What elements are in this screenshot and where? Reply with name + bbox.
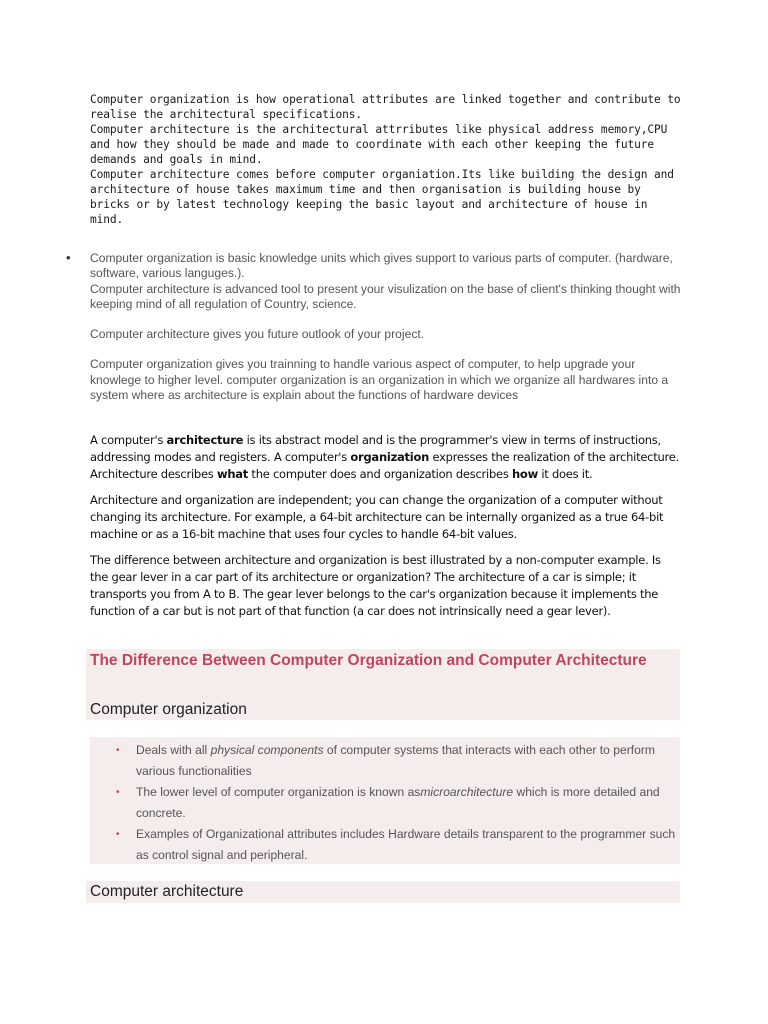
explanation-section: [90, 432, 682, 629]
answer-paragraph-2: Computer architecture is advanced tool to present your visulization on the base of client's thinking thought with keeping mind of all regulation of Country, science.: [90, 281, 681, 311]
answer-bullet: •: [66, 250, 71, 265]
how-term: how: [511, 467, 538, 481]
answer-paragraph-1: Computer organization is basic knowledge units which gives support to various parts of computer. (hardware, software, various languges.).: [90, 251, 673, 281]
intro-paragraph-3: Computer architecture comes before computer organiation.Its like building the design and architecture of house takes maximum time and then organisation is building house by bricks or by latest technology keeping the basic layout and architecture of house in mind.: [90, 168, 674, 226]
organization-list: [90, 737, 680, 866]
architecture-title-box: [86, 881, 680, 903]
list-item: • Examples of Organizational attributes includes Hardware details transparent to the programmer such as control signal and peripheral.: [116, 827, 676, 862]
explain-paragraph-2: Architecture and organization are independent; you can change the organization of a computer without changing its architecture. For example, a 64-bit architecture can be internally organized as a true 64-bit machine or as a 16-bit machine that uses four cycles to handle 64-bit values.: [90, 493, 664, 541]
difference-header-box: [86, 649, 680, 720]
answer-paragraph-3: Computer architecture gives you future outlook of your project.: [90, 327, 425, 342]
architecture-term: architecture: [166, 433, 244, 447]
what-term: what: [216, 467, 249, 481]
answer-paragraph-4: Computer organization gives you trainning to handle various aspect of computer, to help upgrade your knowlege to higher level. computer organization is an organization in which we organize all hardwares into a system where as architecture is explain about the functions of hardware devices: [90, 357, 669, 403]
intro-paragraph-2: Computer architecture is the architectural attrributes like physical address memory,CPU and how they should be made and made to coordinate with each other keeping the future demands and goals in mind.: [90, 123, 668, 166]
organization-term: organization: [350, 450, 430, 464]
explain-paragraph-1: A computer's architecture is its abstract model and is the programmer's view in terms of instructions, addressing modes and registers. A computer's organization expresses the realization of the architecture. Architecture describes what the computer does and organization describes how it does it.: [90, 433, 679, 481]
intro-paragraph-1: Computer organization is how operational attributes are linked together and contribute to realise the architectural specifications.: [90, 93, 681, 121]
organization-list-box: [90, 737, 680, 864]
list-item: • The lower level of computer organization is known asmicroarchitecture which is more detailed and concrete.: [116, 785, 660, 820]
computer-organization-title: Computer organization: [90, 701, 247, 718]
intro-section: [90, 92, 682, 227]
computer-architecture-title: Computer architecture: [90, 883, 244, 900]
list-item: • Deals with all physical components of computer systems that interacts with each other to perform various functionalities: [116, 743, 655, 778]
difference-heading: The Difference Between Computer Organization and Computer Architecture: [90, 652, 647, 669]
explain-paragraph-3: The difference between architecture and organization is best illustrated by a non-computer example. Is the gear lever in a car part of its architecture or organization? The architecture of a car is simple; it transports you from A to B. The gear lever belongs to the car's organization because it implements the function of a car but is not part of that function (a car does not intrinsically need a gear lever).: [90, 553, 661, 618]
answer-section: [90, 251, 682, 403]
